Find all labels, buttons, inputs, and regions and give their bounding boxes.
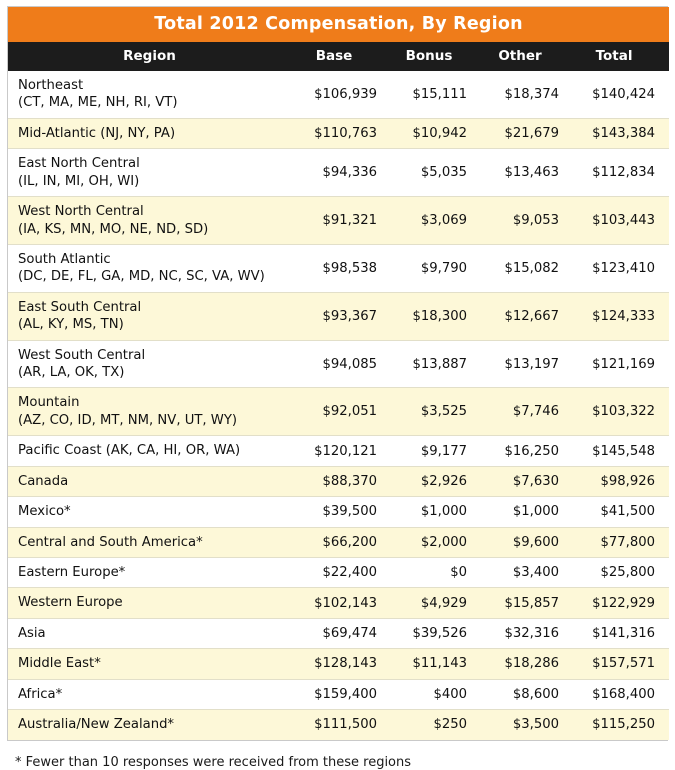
row-other: $3,500 (481, 710, 573, 740)
region-name: Asia (18, 625, 46, 641)
row-region (8, 466, 291, 496)
region-name: Mid-Atlantic (NJ, NY, PA) (18, 125, 176, 141)
table-row (8, 497, 669, 527)
table-row (8, 149, 669, 197)
row-region (8, 558, 291, 588)
compensation-table (8, 7, 669, 740)
row-region (8, 388, 291, 436)
row-total: $25,800 (573, 558, 669, 588)
row-total: $145,548 (573, 436, 669, 466)
row-bonus: $2,000 (391, 527, 481, 557)
row-base: $106,939 (291, 71, 391, 118)
row-total: $168,400 (573, 679, 669, 709)
row-other: $12,667 (481, 292, 573, 340)
region-states: (AL, KY, MS, TN) (18, 317, 124, 333)
row-bonus: $11,143 (391, 649, 481, 679)
row-other: $13,463 (481, 149, 573, 197)
row-base: $66,200 (291, 527, 391, 557)
region-states: (AR, LA, OK, TX) (18, 365, 125, 381)
row-bonus: $9,790 (391, 244, 481, 292)
row-total: $112,834 (573, 149, 669, 197)
table-title-row (8, 7, 669, 42)
row-total: $41,500 (573, 497, 669, 527)
row-bonus: $13,887 (391, 340, 481, 388)
row-region (8, 244, 291, 292)
column-header-region: Region (8, 42, 291, 71)
region-name: Mexico* (18, 504, 71, 520)
region-name: West North Central (18, 204, 144, 220)
table-row (8, 527, 669, 557)
table-row (8, 388, 669, 436)
row-base: $92,051 (291, 388, 391, 436)
row-total: $115,250 (573, 710, 669, 740)
table-row (8, 71, 669, 118)
region-states: (CT, MA, ME, NH, RI, VT) (18, 95, 178, 111)
row-other: $16,250 (481, 436, 573, 466)
row-base: $22,400 (291, 558, 391, 588)
row-total: $98,926 (573, 466, 669, 496)
row-other: $8,600 (481, 679, 573, 709)
row-bonus: $4,929 (391, 588, 481, 618)
row-other: $9,600 (481, 527, 573, 557)
row-other: $13,197 (481, 340, 573, 388)
row-bonus: $15,111 (391, 71, 481, 118)
table-row (8, 197, 669, 245)
region-name: Western Europe (18, 595, 123, 611)
table-row (8, 466, 669, 496)
region-name: Middle East* (18, 656, 101, 672)
row-base: $110,763 (291, 118, 391, 148)
row-bonus: $9,177 (391, 436, 481, 466)
table-row (8, 679, 669, 709)
row-region (8, 679, 291, 709)
row-other: $7,630 (481, 466, 573, 496)
region-name: Africa* (18, 686, 63, 702)
row-bonus: $39,526 (391, 618, 481, 648)
row-base: $159,400 (291, 679, 391, 709)
row-total: $77,800 (573, 527, 669, 557)
column-header-total: Total (573, 42, 669, 71)
row-other: $9,053 (481, 197, 573, 245)
region-name: Pacific Coast (AK, CA, HI, OR, WA) (18, 443, 241, 459)
row-region (8, 292, 291, 340)
row-total: $121,169 (573, 340, 669, 388)
page-title: Total 2012 Compensation, By Region (8, 7, 669, 42)
row-other: $21,679 (481, 118, 573, 148)
row-region (8, 527, 291, 557)
row-bonus: $10,942 (391, 118, 481, 148)
row-total: $103,443 (573, 197, 669, 245)
row-bonus: $400 (391, 679, 481, 709)
row-other: $18,286 (481, 649, 573, 679)
row-bonus: $3,069 (391, 197, 481, 245)
table-container (7, 6, 668, 741)
column-header-base: Base (291, 42, 391, 71)
row-region (8, 340, 291, 388)
table-row (8, 618, 669, 648)
row-bonus: $250 (391, 710, 481, 740)
row-region (8, 649, 291, 679)
row-region (8, 436, 291, 466)
row-bonus: $1,000 (391, 497, 481, 527)
row-region (8, 197, 291, 245)
row-total: $157,571 (573, 649, 669, 679)
row-base: $88,370 (291, 466, 391, 496)
table-header-row (8, 42, 669, 71)
region-states: (DC, DE, FL, GA, MD, NC, SC, VA, WV) (18, 269, 265, 285)
row-total: $143,384 (573, 118, 669, 148)
row-other: $3,400 (481, 558, 573, 588)
row-base: $39,500 (291, 497, 391, 527)
region-name: Canada (18, 473, 69, 489)
row-total: $140,424 (573, 71, 669, 118)
region-name: Australia/New Zealand* (18, 717, 175, 733)
region-name: South Atlantic (18, 251, 111, 267)
row-other: $15,857 (481, 588, 573, 618)
row-region (8, 618, 291, 648)
table-row (8, 118, 669, 148)
row-base: $93,367 (291, 292, 391, 340)
row-base: $94,336 (291, 149, 391, 197)
row-total: $123,410 (573, 244, 669, 292)
column-header-bonus: Bonus (391, 42, 481, 71)
row-region (8, 497, 291, 527)
table-row (8, 292, 669, 340)
row-region (8, 588, 291, 618)
region-states: (AZ, CO, ID, MT, NM, NV, UT, WY) (18, 412, 238, 428)
row-bonus: $2,926 (391, 466, 481, 496)
region-states: (IA, KS, MN, MO, NE, ND, SD) (18, 221, 209, 237)
row-base: $69,474 (291, 618, 391, 648)
table-footnote: * Fewer than 10 responses were received from these regions (15, 754, 412, 770)
table-row (8, 710, 669, 740)
table-row (8, 649, 669, 679)
row-base: $91,321 (291, 197, 391, 245)
row-other: $1,000 (481, 497, 573, 527)
row-total: $103,322 (573, 388, 669, 436)
table-row (8, 244, 669, 292)
row-bonus: $0 (391, 558, 481, 588)
region-name: West South Central (18, 347, 146, 363)
region-name: Northeast (18, 78, 84, 93)
row-base: $102,143 (291, 588, 391, 618)
region-name: Mountain (18, 395, 80, 411)
row-region (8, 118, 291, 148)
column-header-other: Other (481, 42, 573, 71)
row-region (8, 710, 291, 740)
row-total: $124,333 (573, 292, 669, 340)
row-other: $15,082 (481, 244, 573, 292)
row-bonus: $18,300 (391, 292, 481, 340)
row-bonus: $5,035 (391, 149, 481, 197)
row-other: $18,374 (481, 71, 573, 118)
row-bonus: $3,525 (391, 388, 481, 436)
row-base: $128,143 (291, 649, 391, 679)
row-base: $98,538 (291, 244, 391, 292)
row-base: $111,500 (291, 710, 391, 740)
region-name: Central and South America* (18, 534, 203, 550)
region-states: (IL, IN, MI, OH, WI) (18, 173, 140, 189)
row-base: $120,121 (291, 436, 391, 466)
table-row (8, 340, 669, 388)
table-row (8, 436, 669, 466)
table-row (8, 588, 669, 618)
row-region (8, 71, 291, 118)
table-row (8, 558, 669, 588)
row-base: $94,085 (291, 340, 391, 388)
row-total: $141,316 (573, 618, 669, 648)
row-other: $32,316 (481, 618, 573, 648)
row-other: $7,746 (481, 388, 573, 436)
region-name: East North Central (18, 156, 140, 172)
row-total: $122,929 (573, 588, 669, 618)
region-name: Eastern Europe* (18, 565, 126, 581)
region-name: East South Central (18, 299, 142, 315)
row-region (8, 149, 291, 197)
